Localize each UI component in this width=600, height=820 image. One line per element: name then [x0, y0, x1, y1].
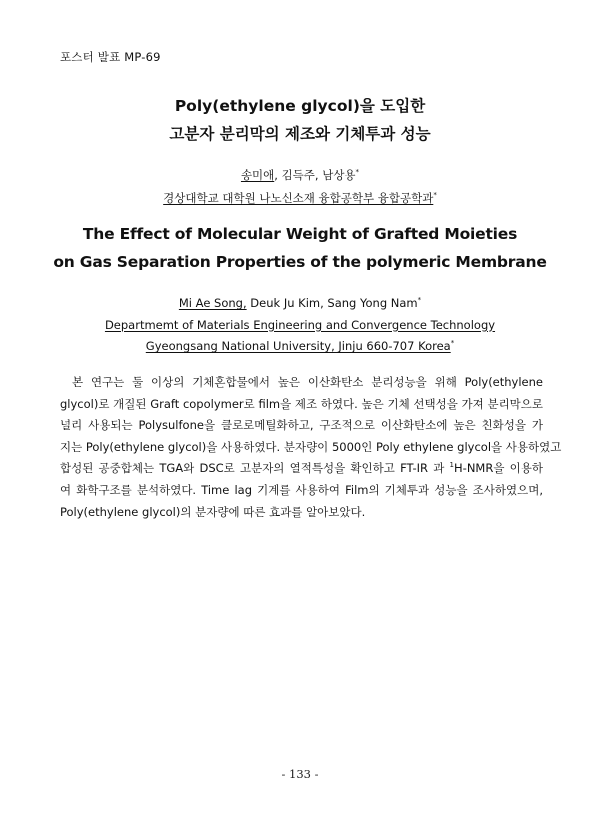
english-presenting-author: Mi Ae Song, [178, 296, 247, 310]
abstract-line-4: 지는 Poly(ethylene glycol)을 사용하였다. 분자량이 5000인 Poly ethylene glycol을 사용하였고 [60, 439, 562, 454]
page-number: - 133 - [281, 767, 319, 781]
korean-authors [0, 164, 600, 187]
poster-session-label: 포스터 발표 MP-69 [60, 50, 161, 64]
korean-coauthors: , 김득주, 남상용 [274, 168, 356, 182]
english-authors [0, 293, 600, 315]
abstract-line-1: 본 연구는 둘 이상의 기체혼합물에서 높은 이산화탄소 분리성능을 위해 Poly(ethylene [72, 375, 543, 389]
abstract-line-5 [60, 458, 543, 480]
english-title [0, 220, 600, 276]
abstract-line-6: 여 화학구조를 분석하였다. Time lag 기계를 사용하여 Film의 기체투과 성능을 조사하였으며, [60, 482, 543, 497]
english-university-mark: * [450, 339, 455, 347]
english-university [0, 336, 600, 358]
korean-presenting-author: 송미애 [240, 168, 275, 182]
english-title-line-1: The Effect of Molecular Weight of Grafted Moieties [82, 225, 518, 243]
abstract-line-7: Poly(ethylene glycol)의 분자량에 따른 효과를 알아보았다. [60, 504, 366, 519]
korean-affiliation [0, 187, 600, 210]
english-title-line-2: on Gas Separation Properties of the polymeric Membrane [53, 253, 547, 271]
english-author-block [0, 293, 600, 358]
abstract-line-5-part-a: 합성된 공중합체는 TGA와 DSC로 고분자의 열적특성을 확인하고 FT-IR 과 [60, 461, 450, 476]
nmr-superscript: 1 [449, 461, 455, 470]
korean-corresponding-mark: * [355, 168, 360, 176]
abstract-line-3: 널리 사용되는 Polysulfone을 클로로메틸화하고, 구조적으로 이산화탄소에 높은 친화성을 가 [60, 418, 543, 433]
english-corresponding-mark: * [417, 296, 422, 304]
korean-title [0, 92, 600, 148]
abstract-line-5-part-b: H-NMR을 이용하 [454, 461, 543, 476]
korean-affiliation-mark: * [433, 191, 437, 199]
english-coauthors: Deuk Ju Kim, Sang Yong Nam [246, 296, 418, 310]
abstract-paragraph [60, 372, 562, 523]
korean-author-block [0, 164, 600, 210]
english-university-text: Gyeongsang National University, Jinju 660-707 Korea [145, 339, 451, 353]
english-department: Departmemt of Materials Engineering and Convergence Technology [104, 317, 496, 332]
korean-title-line-2: 고분자 분리막의 제조와 기체투과 성능 [169, 125, 431, 143]
korean-affiliation-text: 경상대학교 대학원 나노신소재 융합공학부 융합공학과 [163, 191, 434, 205]
korean-title-line-1: Poly(ethylene glycol)을 도입한 [174, 97, 426, 115]
abstract-line-2: glycol)로 개질된 Graft copolymer로 film을 제조 하였다. 높은 기체 선택성을 가져 분리막으로 [60, 396, 543, 411]
